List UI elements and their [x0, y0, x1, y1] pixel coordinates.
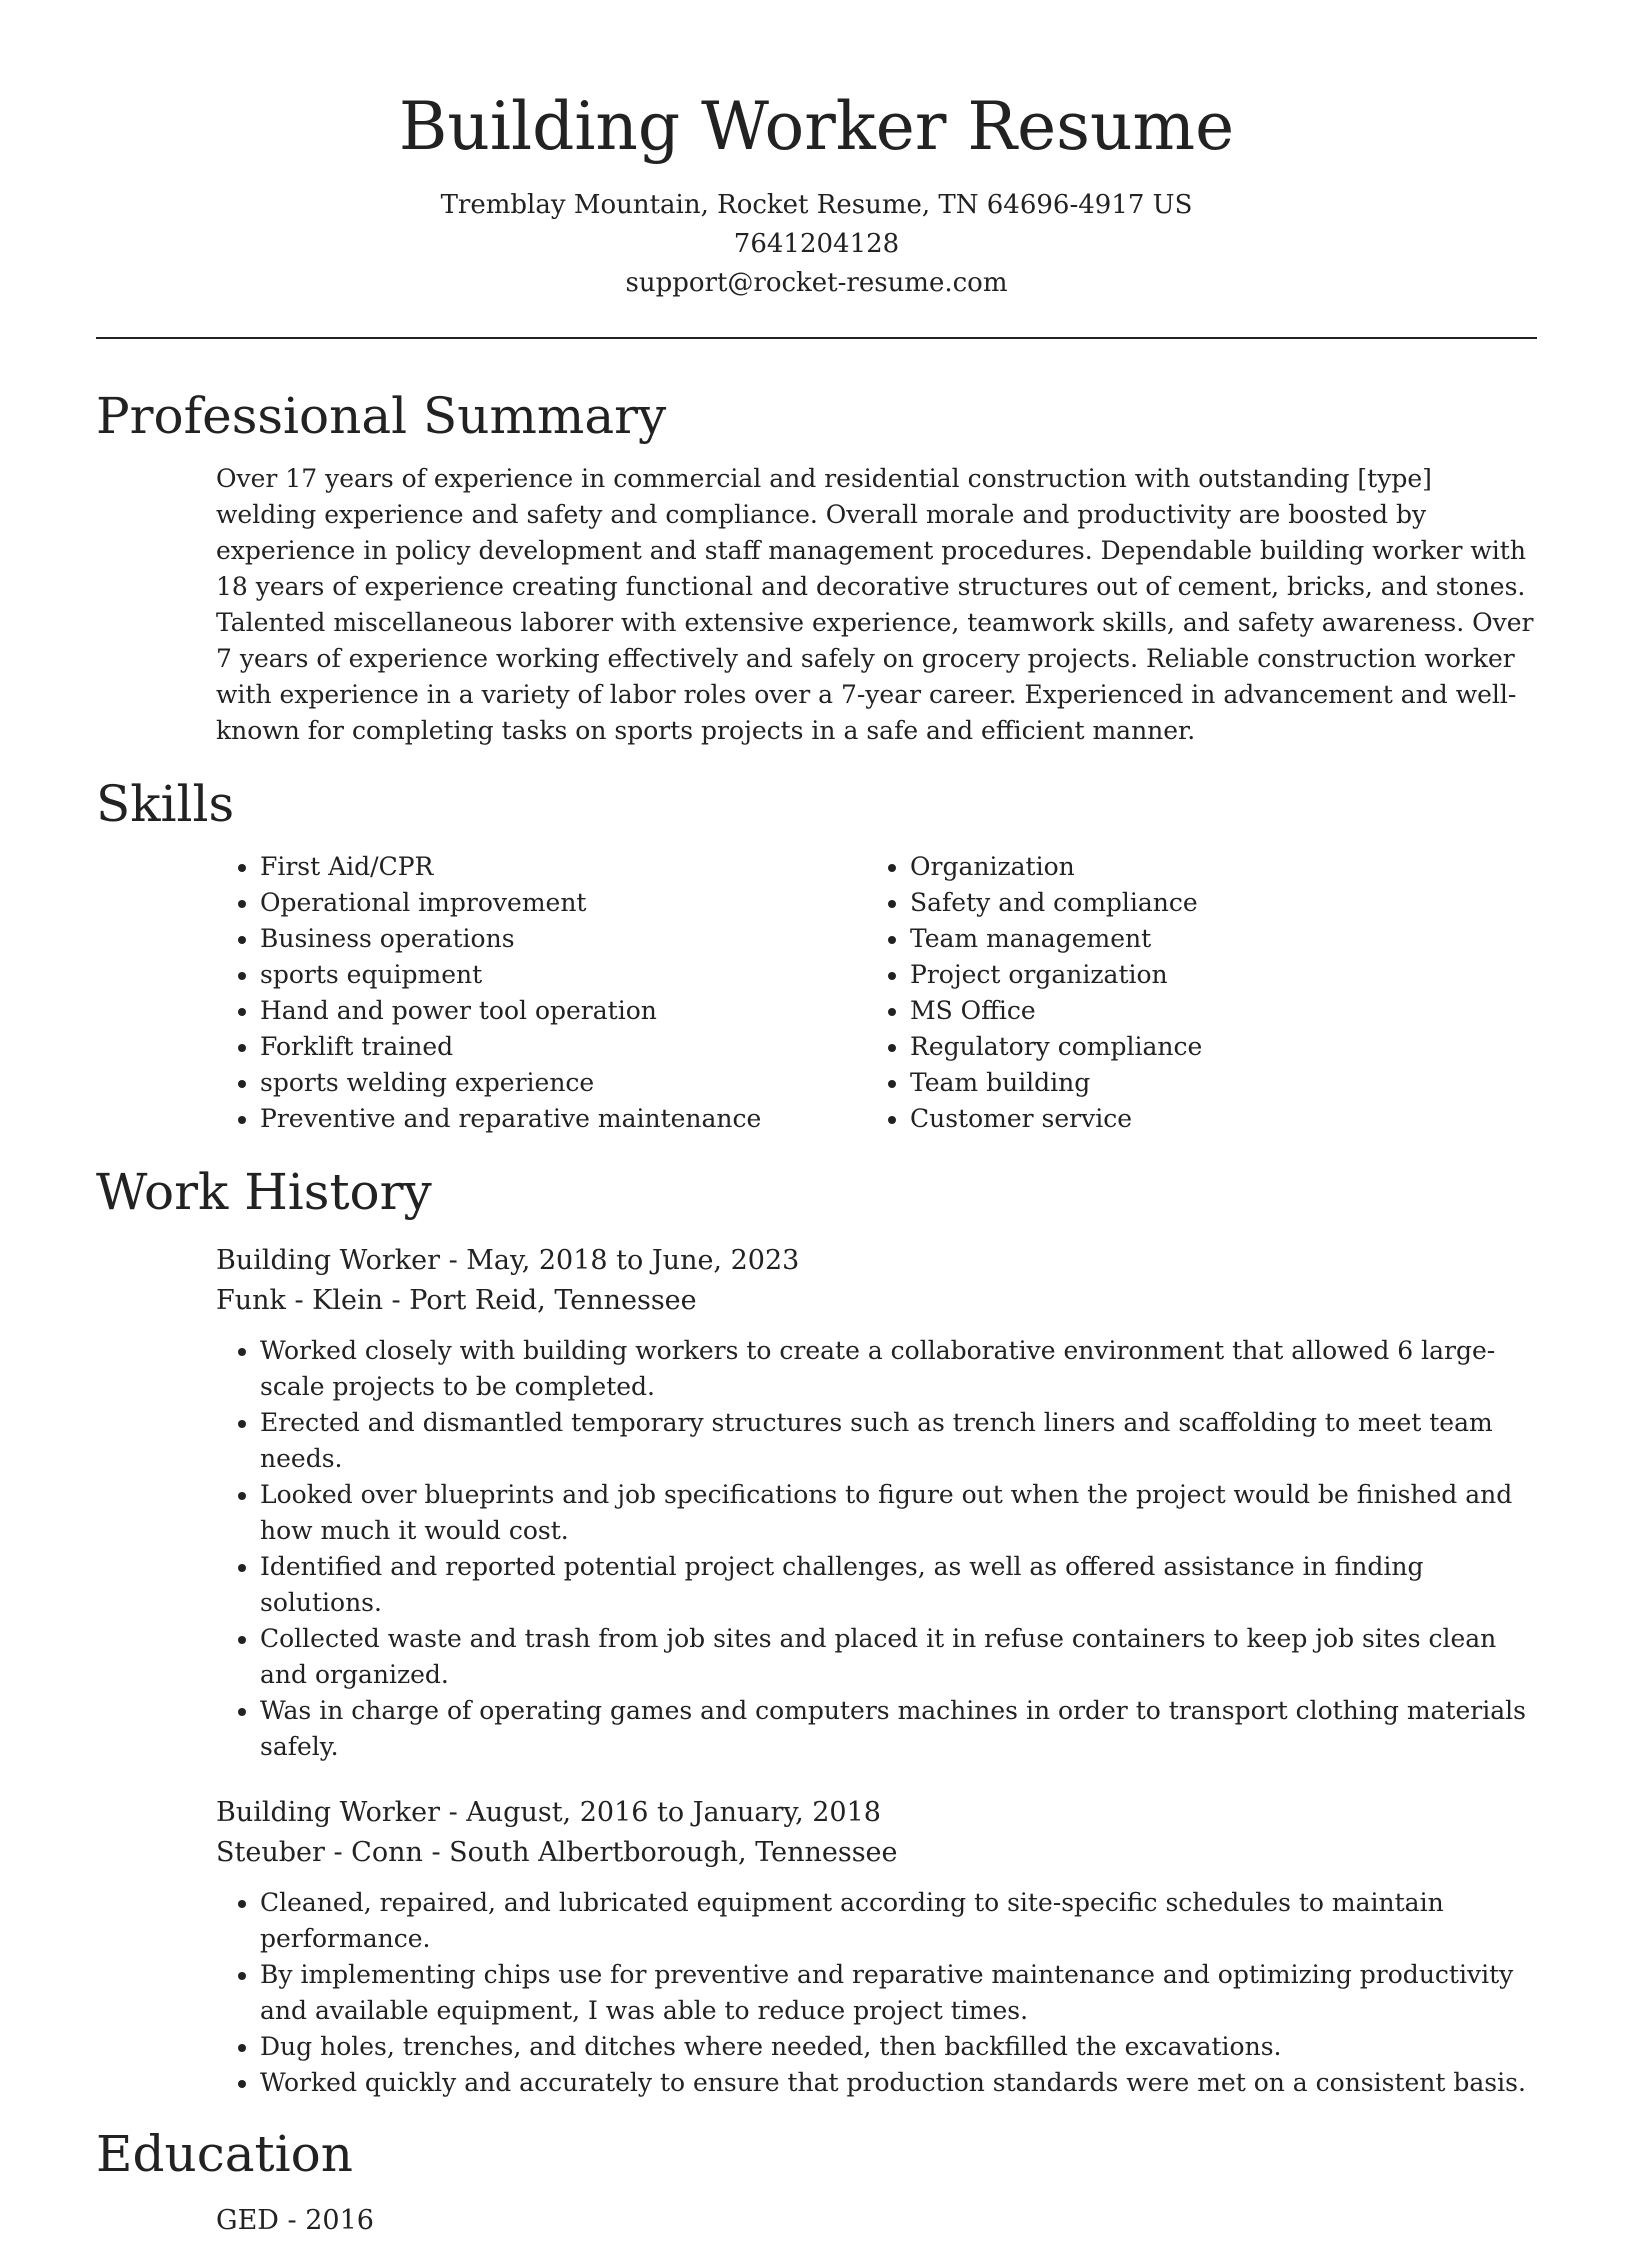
resume-title: Building Worker Resume — [398, 88, 1235, 165]
resume-page — [96, 0, 1537, 2241]
contact-block — [96, 186, 1537, 303]
header-divider — [96, 337, 1537, 339]
job-title-line: Building Worker - May, 2018 to June, 2023 — [216, 1245, 800, 1276]
job-bullets — [216, 1885, 1537, 2101]
skill-item: • Team building — [910, 1065, 1470, 1101]
work-history-heading: Work History — [96, 1163, 432, 1221]
skill-item: • sports equipment — [260, 957, 866, 993]
summary-heading: Professional Summary — [96, 387, 667, 445]
job-title-line: Building Worker - August, 2016 to January, 2018 — [216, 1797, 881, 1828]
contact-email: support@rocket-resume.com — [625, 268, 1008, 298]
job-bullet: • Erected and dismantled temporary structures such as trench liners and scaffolding to meet team needs. — [260, 1405, 1537, 1477]
skill-item: • Team management — [910, 921, 1470, 957]
job-bullet: • Identified and reported potential project challenges, as well as offered assistance in finding solutions. — [260, 1549, 1537, 1621]
skill-item: • First Aid/CPR — [260, 849, 866, 885]
skill-item: • sports welding experience — [260, 1065, 866, 1101]
job-bullet: • Collected waste and trash from job sites and placed it in refuse containers to keep job sites clean and organized. — [260, 1621, 1537, 1693]
contact-address: Tremblay Mountain, Rocket Resume, TN 64696-4917 US — [440, 190, 1193, 220]
skill-item: • MS Office — [910, 993, 1470, 1029]
contact-phone: 7641204128 — [733, 229, 900, 259]
summary-text: Over 17 years of experience in commercial and residential construction with outstanding [type] welding experience and safety and compliance. Overall morale and productivity are boosted by experience in policy development and staff management procedures. Dependable building worker with 18 years of experience creating functional and decorative structures out of cement, bricks, and stones. Talented miscellaneous laborer with extensive experience, teamwork skills, and safety awareness. Over 7 years of experience working effectively and safely on grocery projects. Reliable construction worker with experience in a variety of labor roles over a 7-year career. Experienced in advancement and well-known for completing tasks on sports projects in a safe and efficient manner. — [216, 464, 1534, 745]
job-bullet: • By implementing chips use for preventive and reparative maintenance and optimizing productivity and available equipment, I was able to reduce project times. — [260, 1957, 1537, 2029]
skill-item: • Project organization — [910, 957, 1470, 993]
skill-item: • Safety and compliance — [910, 885, 1470, 921]
job-bullets — [216, 1333, 1537, 1765]
skills-list — [216, 849, 1537, 1137]
job-company-line: Steuber - Conn - South Albertborough, Tennessee — [216, 1837, 898, 1868]
skill-item: • Organization — [910, 849, 1470, 885]
job-bullet: • Cleaned, repaired, and lubricated equipment according to site-specific schedules to maintain performance. — [260, 1885, 1537, 1957]
skill-item: • Forklift trained — [260, 1029, 866, 1065]
skills-heading: Skills — [96, 775, 235, 833]
job-bullet: • Dug holes, trenches, and ditches where needed, then backfilled the excavations. — [260, 2029, 1537, 2065]
skill-item: • Regulatory compliance — [910, 1029, 1470, 1065]
skill-item: • Customer service — [910, 1101, 1470, 1137]
education-entry: GED - 2016 — [216, 2205, 374, 2236]
job-bullet: • Worked quickly and accurately to ensure that production standards were met on a consistent basis. — [260, 2065, 1537, 2101]
job-bullet: • Worked closely with building workers to create a collaborative environment that allowed 6 large-scale projects to be completed. — [260, 1333, 1537, 1405]
job-entry — [216, 1241, 1537, 1765]
skill-item: • Preventive and reparative maintenance — [260, 1101, 866, 1137]
skill-item: • Business operations — [260, 921, 866, 957]
skills-column-right — [866, 849, 1470, 1137]
education-heading: Education — [96, 2125, 353, 2183]
job-entry — [216, 1793, 1537, 2101]
skill-item: • Operational improvement — [260, 885, 866, 921]
job-company-line: Funk - Klein - Port Reid, Tennessee — [216, 1285, 697, 1316]
skills-column-left — [216, 849, 866, 1137]
skill-item: • Hand and power tool operation — [260, 993, 866, 1029]
job-bullet: • Looked over blueprints and job specifications to figure out when the project would be finished and how much it would cost. — [260, 1477, 1537, 1549]
job-bullet: • Was in charge of operating games and computers machines in order to transport clothing materials safely. — [260, 1693, 1537, 1765]
